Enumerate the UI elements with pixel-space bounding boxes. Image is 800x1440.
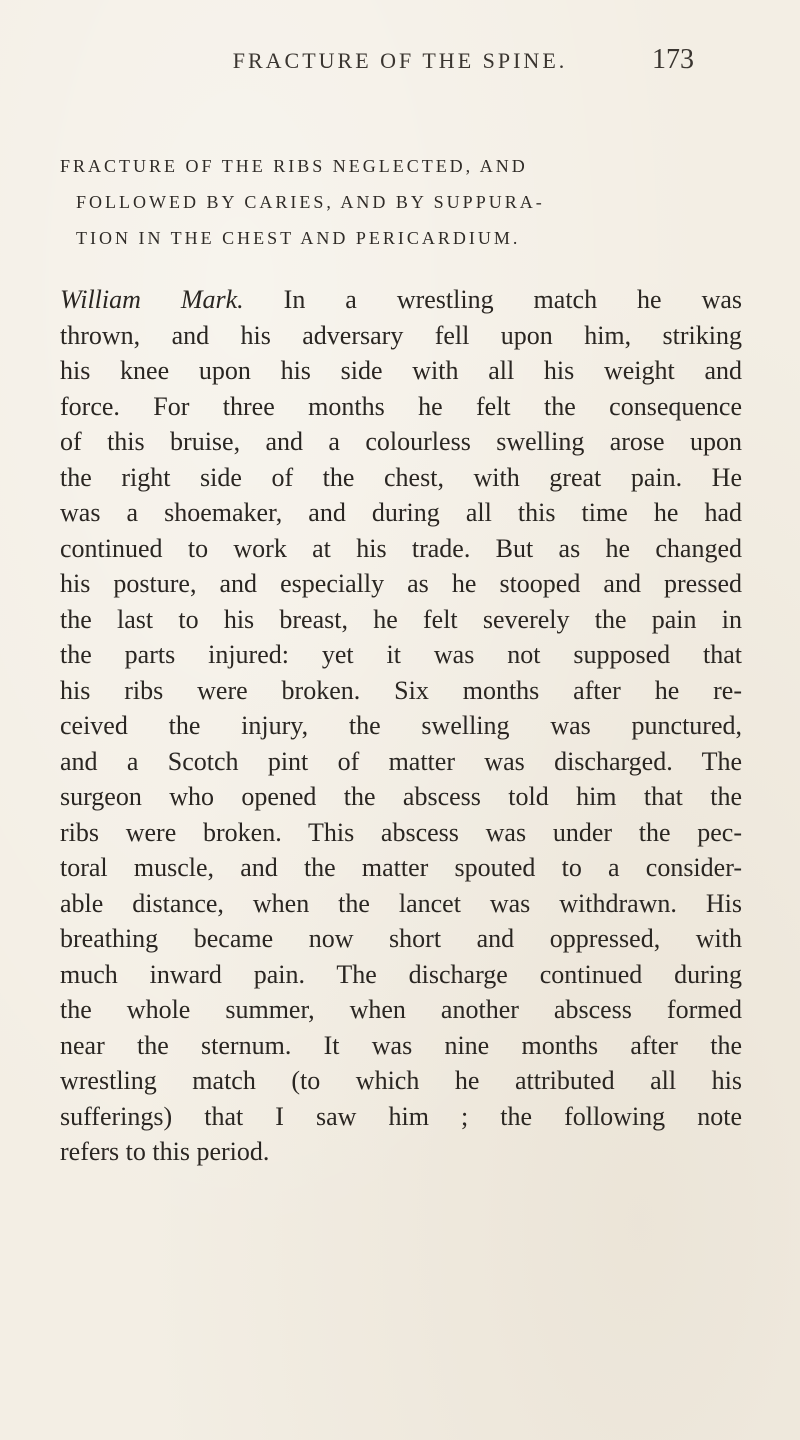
text-line: wrestling match (to which he attributed all his: [60, 1066, 742, 1095]
section-title: [60, 148, 740, 256]
title-line: FRACTURE OF THE RIBS NEGLECTED, AND: [60, 156, 528, 176]
text-line: able distance, when the lancet was withdrawn. His: [60, 888, 742, 918]
text-line: his knee upon his side with all his weight and: [60, 356, 742, 385]
text-line: of this bruise, and a colourless swelling arose upon: [60, 427, 742, 456]
text-line: was a shoemaker, and during all this time he had: [60, 498, 742, 527]
running-head: FRACTURE OF THE SPINE.: [232, 48, 568, 73]
text-line: [60, 282, 742, 318]
text-line: refers to this period.: [60, 1137, 270, 1166]
title-line: FOLLOWED BY CARIES, AND BY SUPPURA-: [76, 192, 545, 212]
text-line: surgeon who opened the abscess told him that the: [60, 782, 742, 811]
text-line: thrown, and his adversary fell upon him, striking: [60, 320, 742, 350]
text-line: and a Scotch pint of matter was discharged. The: [60, 746, 742, 776]
body-paragraph: [60, 282, 742, 1170]
text-line: the last to his breast, he felt severely the pain in: [60, 604, 742, 634]
text-line: his ribs were broken. Six months after he re-: [60, 675, 742, 705]
text-line: ribs were broken. This abscess was under the pec-: [60, 817, 742, 847]
text-line: much inward pain. The discharge continued during: [60, 959, 742, 989]
text-line: his posture, and especially as he stooped and pressed: [60, 569, 742, 598]
page-number: 173: [652, 44, 694, 75]
title-line: TION IN THE CHEST AND PERICARDIUM.: [76, 228, 521, 248]
text-line: continued to work at his trade. But as he changed: [60, 533, 742, 563]
text-fragment: In a wrestling match he was: [283, 285, 743, 314]
text-line: toral muscle, and the matter spouted to a consider-: [60, 853, 742, 882]
text-line: the parts injured: yet it was not supposed that: [60, 640, 742, 669]
text-line: the right side of the chest, with great pain. He: [60, 462, 742, 492]
text-line: force. For three months he felt the consequence: [60, 391, 742, 421]
text-line: breathing became now short and oppressed, with: [60, 924, 742, 953]
text-line: near the sternum. It was nine months after the: [60, 1030, 742, 1060]
text-line: ceived the injury, the swelling was punctured,: [60, 711, 742, 740]
case-name: William Mark.: [60, 285, 244, 314]
text-line: sufferings) that I saw him ; the following note: [60, 1101, 742, 1131]
text-line: the whole summer, when another abscess formed: [60, 995, 742, 1024]
